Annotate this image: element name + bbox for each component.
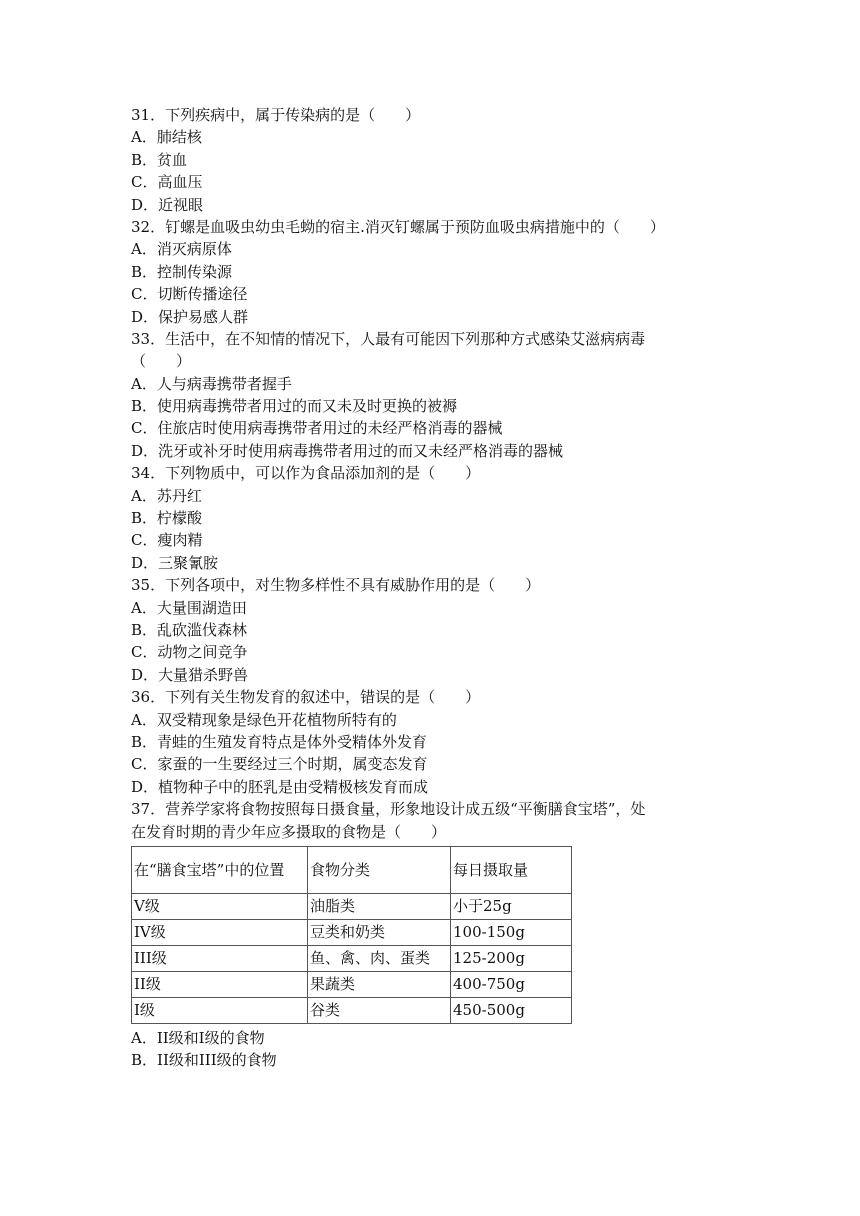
question-36 xyxy=(131,686,741,798)
option-c: C．瘦肉精 xyxy=(131,531,203,550)
question-33 xyxy=(131,328,741,462)
option-a: A．大量围湖造田 xyxy=(131,598,247,617)
table-cell: V级 xyxy=(132,893,308,919)
question-31 xyxy=(131,104,741,216)
table-row xyxy=(132,945,572,971)
option-c: C．家蚕的一生要经过三个时期，属变态发育 xyxy=(131,755,428,774)
question-34 xyxy=(131,462,741,574)
option-d: D．大量猎杀野兽 xyxy=(131,665,249,684)
option-d: D．近视眼 xyxy=(131,195,204,214)
table-row xyxy=(132,919,572,945)
question-stem: 34．下列物质中，可以作为食品添加剂的是（ ） xyxy=(131,464,481,483)
question-stem: 37．营养学家将食物按照每日摄食量，形象地设计成五级“平衡膳食宝塔”，处 xyxy=(131,800,646,819)
option-d: D．三聚氰胺 xyxy=(131,553,219,572)
option-a: A．双受精现象是绿色开花植物所特有的 xyxy=(131,710,397,729)
table-cell: I级 xyxy=(132,997,308,1023)
table-cell: 125-200g xyxy=(451,945,572,971)
table-header-cell: 每日摄取量 xyxy=(451,846,572,893)
option-c: C．住旅店时使用病毒携带者用过的未经严格消毒的器械 xyxy=(131,419,503,438)
table-cell: III级 xyxy=(132,945,308,971)
table-cell: 小于25g xyxy=(451,893,572,919)
table-row xyxy=(132,971,572,997)
option-b: B．贫血 xyxy=(131,150,188,169)
table-cell: 400-750g xyxy=(451,971,572,997)
option-b: B．柠檬酸 xyxy=(131,509,203,528)
question-stem: 32．钉螺是血吸虫幼虫毛蚴的宿主.消灭钉螺属于预防血吸虫病措施中的（ ） xyxy=(131,217,665,236)
table-cell: 100-150g xyxy=(451,919,572,945)
option-d: D．保护易感人群 xyxy=(131,307,249,326)
table-cell: 油脂类 xyxy=(308,893,451,919)
table-cell: 谷类 xyxy=(308,997,451,1023)
question-stem: 35．下列各项中，对生物多样性不具有威胁作用的是（ ） xyxy=(131,576,541,595)
table-row xyxy=(132,997,572,1023)
option-d: D．洗牙或补牙时使用病毒携带者用过的而又未经严格消毒的器械 xyxy=(131,441,564,460)
question-stem: 36．下列有关生物发育的叙述中，错误的是（ ） xyxy=(131,688,481,707)
option-b: B．青蛙的生殖发育特点是体外受精体外发育 xyxy=(131,732,428,751)
option-b: B．乱砍滥伐森林 xyxy=(131,620,248,639)
option-c: C．高血压 xyxy=(131,173,203,192)
option-b: B．II级和III级的食物 xyxy=(131,1051,277,1070)
option-a: A．II级和I级的食物 xyxy=(131,1028,265,1047)
table-cell: 鱼、禽、肉、蛋类 xyxy=(308,945,451,971)
option-a: A．肺结核 xyxy=(131,128,202,147)
question-35 xyxy=(131,574,741,686)
food-pyramid-table xyxy=(131,846,572,1024)
table-cell: IV级 xyxy=(132,919,308,945)
table-cell: 果蔬类 xyxy=(308,971,451,997)
question-37 xyxy=(131,798,741,1072)
question-32 xyxy=(131,216,741,328)
option-a: A．苏丹红 xyxy=(131,486,202,505)
table-header-row xyxy=(132,846,572,893)
option-a: A．人与病毒携带者握手 xyxy=(131,374,292,393)
document-body xyxy=(131,104,741,1072)
option-c: C．切断传播途径 xyxy=(131,285,248,304)
question-stem: 33．生活中，在不知情的情况下，人最有可能因下列那种方式感染艾滋病病毒 xyxy=(131,329,646,348)
option-a: A．消灭病原体 xyxy=(131,240,232,259)
table-row xyxy=(132,893,572,919)
option-b: B．使用病毒携带者用过的而又未及时更换的被褥 xyxy=(131,397,458,416)
question-stem-continued: （ ） xyxy=(131,352,192,371)
question-stem-continued: 在发育时期的青少年应多摄取的食物是（ ） xyxy=(131,822,447,841)
table-header-cell: 在“膳食宝塔”中的位置 xyxy=(132,846,308,893)
table-header-cell: 食物分类 xyxy=(308,846,451,893)
table-cell: 豆类和奶类 xyxy=(308,919,451,945)
table-cell: II级 xyxy=(132,971,308,997)
option-c: C．动物之间竞争 xyxy=(131,643,248,662)
option-b: B．控制传染源 xyxy=(131,262,233,281)
option-d: D．植物种子中的胚乳是由受精极核发育而成 xyxy=(131,777,429,796)
question-stem: 31．下列疾病中，属于传染病的是（ ） xyxy=(131,106,421,124)
table-cell: 450-500g xyxy=(451,997,572,1023)
